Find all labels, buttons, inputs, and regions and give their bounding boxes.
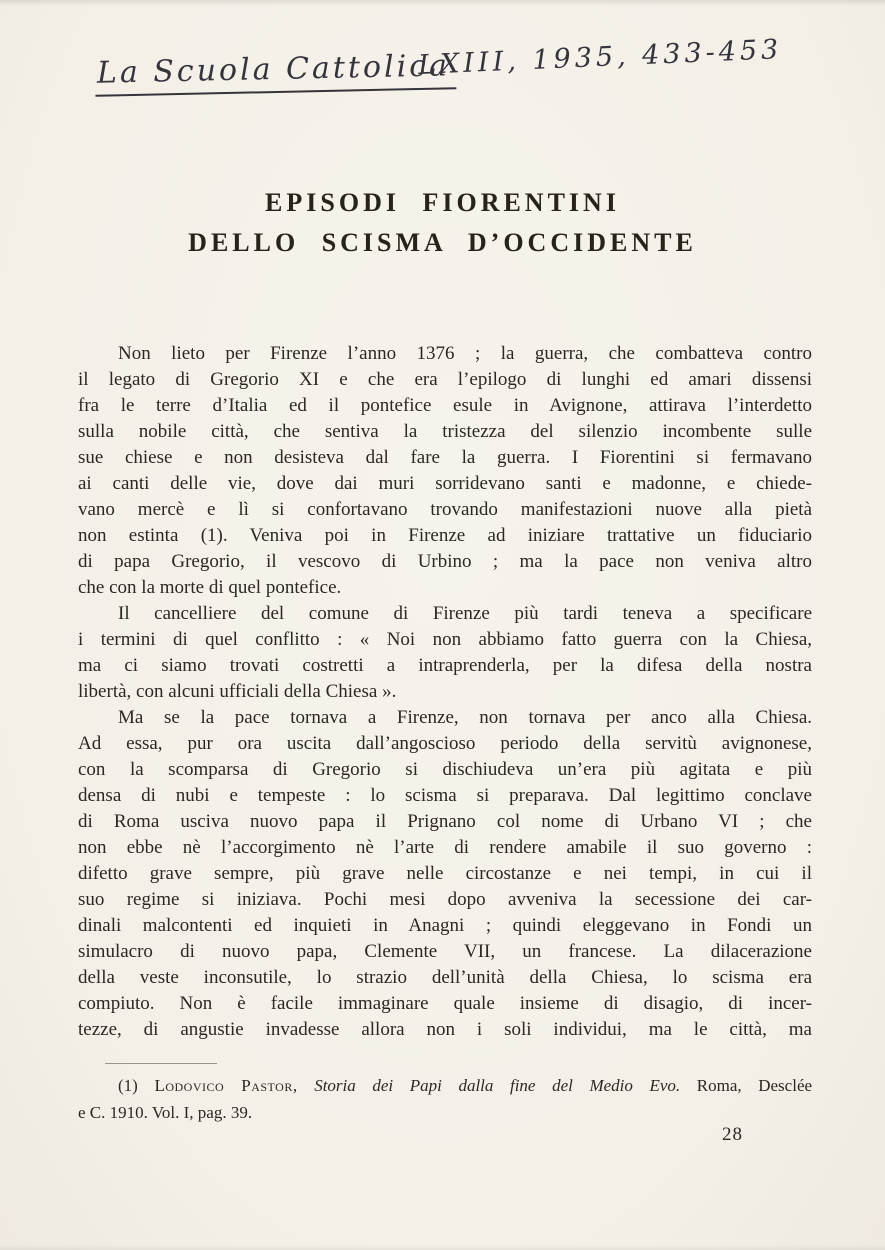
text-line: che con la morte di quel pontefice.: [78, 577, 342, 598]
handwritten-annotation: [0, 0, 885, 120]
article-title-line-2: DELLO SCISMA D’OCCIDENTE: [188, 228, 697, 257]
text-line: ma ci siamo trovati costretti a intraprenderla, per la difesa della nostra: [78, 655, 812, 676]
footnote-work-title: Storia dei Papi dalla fine del Medio Evo.: [314, 1076, 681, 1095]
text-line: sulla nobile città, che sentiva la tristezza del silenzio incombente sulle: [78, 421, 812, 442]
text-line: di Roma usciva nuovo papa il Prignano col nome di Urbano VI ; che: [78, 811, 812, 832]
text-line: della veste inconsutile, lo strazio dell’unità della Chiesa, lo scisma era: [78, 967, 812, 988]
footnote-separator: [105, 1063, 217, 1064]
text-line: i termini di quel conflitto : « Noi non abbiamo fatto guerra con la Chiesa,: [78, 629, 812, 650]
article-title: [0, 183, 885, 263]
text-line: dinali malcontenti ed inquieti in Anagni ; quindi eleggevano in Fondi un: [78, 915, 812, 936]
footnote: [78, 1072, 812, 1126]
text-line: sue chiese e non desisteva dal fare la guerra. I Fiorentini si fermavano: [78, 447, 812, 468]
text-line: Ad essa, pur ora uscita dall’angoscioso periodo della servitù avignonese,: [78, 733, 812, 754]
text-line: difetto grave sempre, più grave nelle circostanze e nei tempi, in cui il: [78, 863, 812, 884]
text-line: compiuto. Non è facile immaginare quale insieme di disagio, di incer-: [78, 993, 812, 1014]
text-line: Il cancelliere del comune di Firenze più tardi teneva a specificare: [118, 603, 812, 624]
text-line: ai canti delle vie, dove dai muri sorridevano santi e madonne, e chiede-: [78, 473, 812, 494]
body-text: [78, 341, 812, 1043]
text-line: simulacro di nuovo papa, Clemente VII, un francese. La dilacerazione: [78, 941, 812, 962]
handwritten-volume-reference: LXIII, 1935, 433-453: [417, 34, 783, 81]
handwritten-journal-title: La Scuola Cattolica: [95, 48, 457, 97]
text-line: di papa Gregorio, il vescovo di Urbino ; ma la pace non veniva altro: [78, 551, 812, 572]
footnote-publisher: Roma, Desclée: [696, 1076, 813, 1095]
text-line: Non lieto per Firenze l’anno 1376 ; la guerra, che combatteva contro: [118, 343, 812, 364]
footnote-marker: (1): [118, 1076, 138, 1095]
footnote-line-2: e C. 1910. Vol. I, pag. 39.: [78, 1103, 253, 1122]
text-line: densa di nubi e tempeste : lo scisma si preparava. Dal legittimo conclave: [78, 785, 812, 806]
text-line: tezze, di angustie invadesse allora non i soli individui, ma le città, ma: [78, 1019, 812, 1040]
text-line: non estinta (1). Veniva poi in Firenze ad iniziare trattative un fiduciario: [78, 525, 812, 546]
text-line: non ebbe nè l’accorgimento nè l’arte di rendere amabile il suo governo :: [78, 837, 812, 858]
text-line: vano mercè e lì si confortavano trovando manifestazioni nuove alla pietà: [78, 499, 812, 520]
footnote-author: Lodovico Pastor,: [154, 1076, 298, 1095]
text-line: con la scomparsa di Gregorio si dischiudeva un’era più agitata e più: [78, 759, 812, 780]
page-number: 28: [722, 1124, 743, 1145]
text-line: libertà, con alcuni ufficiali della Chiesa ».: [78, 681, 397, 702]
footnote-line-1: [78, 1072, 812, 1099]
text-line: il legato di Gregorio XI e che era l’epilogo di lunghi ed amari dissensi: [78, 369, 812, 390]
text-line: Ma se la pace tornava a Firenze, non tornava per anco alla Chiesa.: [118, 707, 812, 728]
text-line: suo regime si iniziava. Pochi mesi dopo avveniva la secessione dei car-: [78, 889, 812, 910]
text-line: fra le terre d’Italia ed il pontefice esule in Avignone, attirava l’interdetto: [78, 395, 812, 416]
article-title-line-1: EPISODI FIORENTINI: [265, 188, 620, 217]
